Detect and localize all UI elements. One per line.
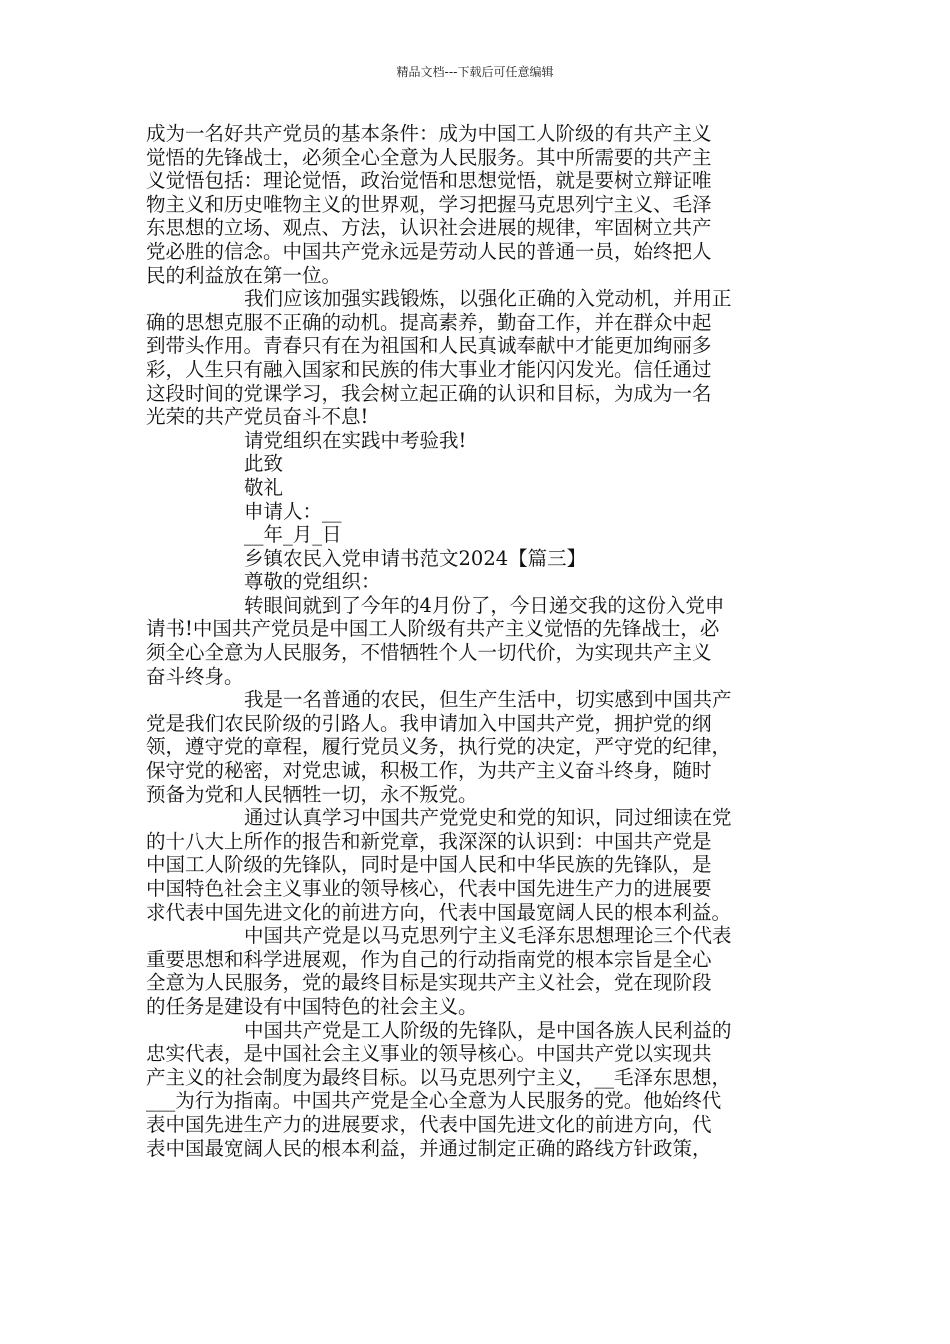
text-line: 忠实代表，是中国社会主义事业的领导核心。中国共产党以实现共: [146, 1042, 712, 1066]
text-line: 中国特色社会主义事业的领导核心，代表中国先进生产力的进展要: [146, 877, 712, 900]
text-line: 中国共产党是工人阶级的先锋队，是中国各族人民利益的: [244, 1018, 732, 1042]
text-line: 保守党的秘密，对党忠诚，积极工作，为共产主义奋斗终身，随时: [146, 759, 712, 783]
text-line: 乡镇农民入党申请书范文2024【篇三】: [244, 546, 587, 570]
text-line: 这段时间的党课学习，我会树立起正确的认识和目标，为成为一名: [146, 381, 712, 405]
page-header: 精品文档---下载后可任意编辑: [396, 65, 554, 79]
text-line: 义觉悟包括：理论觉悟，政治觉悟和思想觉悟，就是要树立辩证唯: [146, 169, 712, 193]
text-line: 的任务是建设有中国特色的社会主义。: [146, 994, 478, 1018]
text-line: 产主义的社会制度为最终目标。以马克思列宁主义，__毛泽东思想，: [146, 1065, 732, 1089]
text-line: 光荣的共产党员奋斗不息!: [146, 405, 369, 429]
text-line: 我是一名普通的农民，但生产生活中，切实感到中国共产: [244, 688, 732, 712]
text-line: 奋斗终身。: [146, 664, 244, 688]
text-line: 中国工人阶级的先锋队，同时是中国人民和中华民族的先锋队，是: [146, 853, 712, 877]
text-line: 重要思想和科学进展观，作为自己的行动指南党的根本宗旨是全心: [146, 947, 712, 971]
text-line: 的十八大上所作的报告和新党章，我深深的认识到：中国共产党是: [146, 829, 712, 853]
text-line: 我们应该加强实践锻炼，以强化正确的入党动机，并用正: [244, 287, 732, 311]
text-line: 表中国最宽阔人民的根本利益，并通过制定正确的路线方针政策，: [146, 1136, 712, 1160]
text-line: __年_月_日: [244, 523, 342, 547]
text-line: 预备为党和人民牺牲一切，永不叛党。: [146, 782, 478, 806]
text-line: 此致: [244, 452, 284, 476]
text-line: 党是我们农民阶级的引路人。我申请加入中国共产党，拥护党的纲: [146, 711, 712, 735]
text-line: 请书!中国共产党员是中国工人阶级有共产主义觉悟的先锋战士，必: [146, 617, 720, 641]
text-line: 全意为人民服务，党的最终目标是实现共产主义社会，党在现阶段: [146, 971, 712, 995]
text-line: 转眼间就到了今年的4月份了，今日递交我的这份入党申: [244, 593, 725, 617]
text-line: 请党组织在实践中考验我!: [244, 428, 467, 452]
text-line: ___为行为指南。中国共产党是全心全意为人民服务的党。他始终代: [146, 1089, 722, 1113]
text-line: 确的思想克服不正确的动机。提高素养，勤奋工作，并在群众中起: [146, 310, 712, 334]
text-line: 成为一名好共产党员的基本条件：成为中国工人阶级的有共产主义: [146, 122, 712, 145]
text-line: 东思想的立场、观点、方法，认识社会进展的规律，牢固树立共产: [146, 216, 712, 240]
text-line: 物主义和历史唯物主义的世界观，学习把握马克思列宁主义、毛泽: [146, 192, 712, 216]
text-line: 觉悟的先锋战士，必须全心全意为人民服务。其中所需要的共产主: [146, 145, 712, 169]
text-line: 党必胜的信念。中国共产党永远是劳动人民的普通一员，始终把人: [146, 239, 712, 263]
text-line: 通过认真学习中国共产党党史和党的知识，同过细读在党: [244, 806, 732, 830]
text-line: 领，遵守党的章程，履行党员义务，执行党的决定，严守党的纪律，: [146, 735, 732, 759]
text-line: 中国共产党是以马克思列宁主义毛泽东思想理论三个代表: [244, 924, 732, 948]
text-line: 表中国先进生产力的进展要求，代表中国先进文化的前进方向，代: [146, 1112, 712, 1136]
text-line: 敬礼: [244, 475, 284, 499]
text-line: 须全心全意为人民服务，不惜牺牲个人一切代价，为实现共产主义: [146, 641, 712, 665]
text-line: 彩，人生只有融入国家和民族的伟大事业才能闪闪发光。信任通过: [146, 357, 712, 381]
document-body: [146, 122, 822, 1160]
text-line: 申请人：__: [244, 499, 342, 523]
text-line: 到带头作用。青春只有在为祖国和人民真诚奉献中才能更加绚丽多: [146, 334, 712, 358]
text-line: 求代表中国先进文化的前进方向，代表中国最宽阔人民的根本利益。: [146, 900, 732, 924]
text-line: 尊敬的党组织：: [244, 570, 381, 594]
text-line: 民的利益放在第一位。: [146, 263, 342, 287]
